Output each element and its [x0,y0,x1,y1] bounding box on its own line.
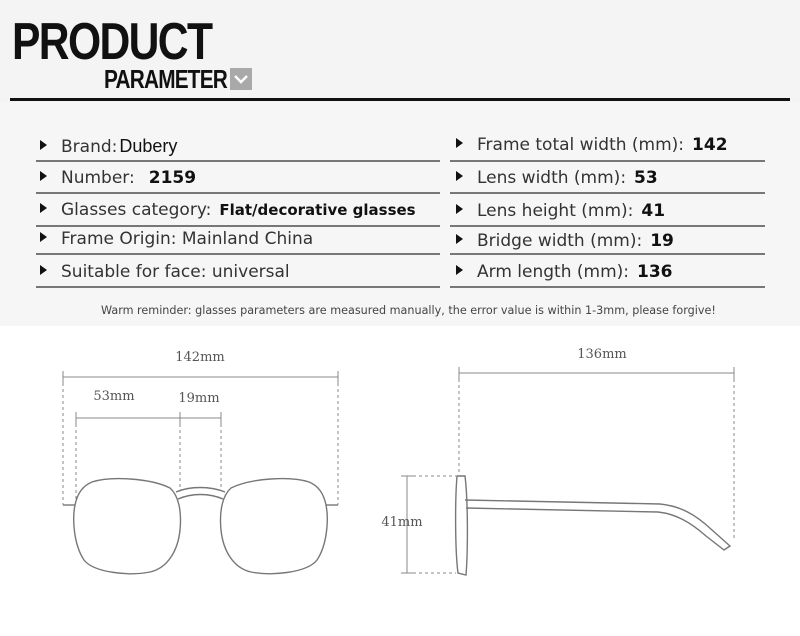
param-label: Lens width (mm): [477,168,627,188]
title-parameter: PARAMETER [104,64,227,94]
param-arm-length [456,264,673,281]
bullet-icon [40,140,47,150]
bullet-icon [456,138,463,148]
param-value: 142 [692,135,728,155]
param-label: Frame total width (mm): [477,135,685,155]
param-label: Brand: [61,137,118,157]
row-divider [36,160,440,162]
param-label: Glasses category: [61,200,212,220]
row-divider [36,192,440,194]
bullet-icon [456,265,463,275]
param-face [40,264,290,281]
lens-width-label: 53mm [93,389,135,404]
total-width-label: 142mm [175,350,225,365]
param-value: Dubery [119,136,178,156]
bullet-icon [456,234,463,244]
param-bridge-width [456,233,674,250]
bullet-icon [40,203,47,213]
header [0,0,800,102]
param-value: 41 [641,201,666,221]
title-product: PRODUCT [12,13,212,71]
glasses-diagram [0,326,800,636]
warm-reminder: Warm reminder: glasses parameters are measured manually, the error value is within 1-3mm, please forgive! [101,304,716,317]
param-lens-width [456,170,658,187]
row-divider [450,160,765,162]
param-total-width [456,137,728,154]
param-brand [40,137,177,156]
arm-length-label: 136mm [577,347,627,362]
param-value: 136 [637,262,673,282]
bullet-icon [40,232,47,242]
param-number [40,170,196,187]
row-divider [450,253,765,255]
param-label: Suitable for face: universal [61,262,290,282]
bullet-icon [40,265,47,275]
param-label: Arm length (mm): [477,262,629,282]
row-divider [450,225,765,227]
param-value: 19 [650,231,674,251]
param-label: Number: [61,168,135,188]
glasses-side-view [456,476,730,575]
row-divider [36,253,440,255]
bullet-icon [40,171,47,181]
header-divider [10,98,790,101]
chevron-down-icon [230,68,252,90]
row-divider [450,192,765,194]
row-divider [36,286,440,288]
param-label: Frame Origin: Mainland China [61,229,314,249]
param-label: Bridge width (mm): [477,231,643,251]
param-lens-height [456,203,665,220]
param-category [40,202,416,219]
param-value: 2159 [148,168,197,188]
bullet-icon [456,171,463,181]
param-origin [40,231,313,248]
bullet-icon [456,204,463,214]
bridge-width-label: 19mm [178,391,220,406]
param-value: 53 [634,168,658,188]
row-divider [450,286,765,288]
glasses-front-view [63,479,338,574]
param-label: Lens height (mm): [477,201,634,221]
param-value: Flat/decorative glasses [219,201,416,219]
lens-height-label: 41mm [381,515,423,530]
row-divider [36,225,440,227]
